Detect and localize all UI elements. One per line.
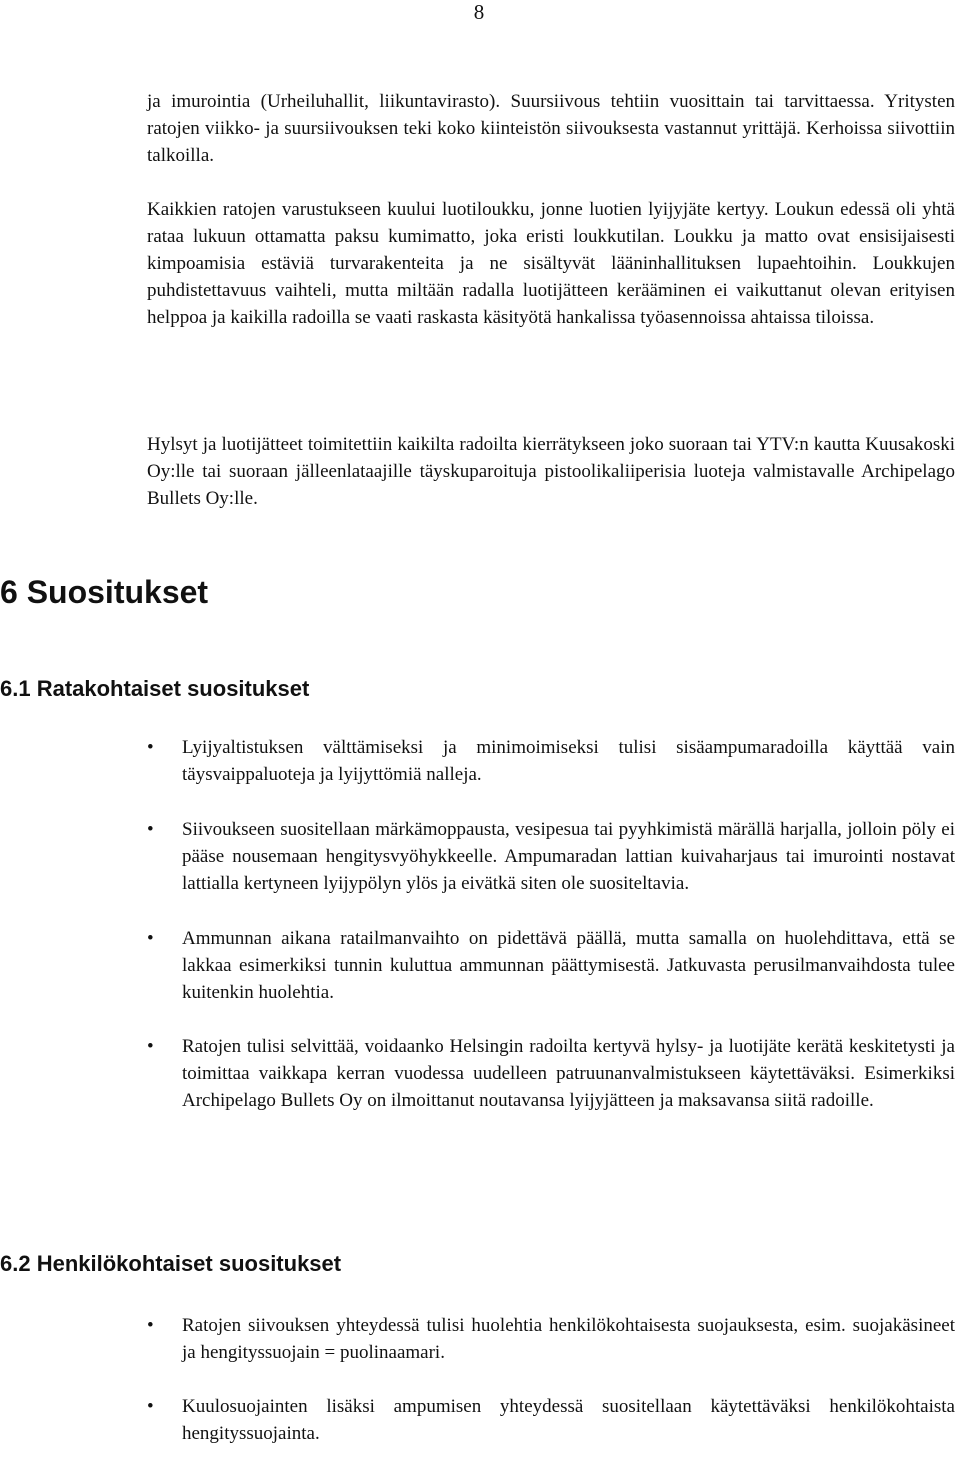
- subsection-heading-personal: 6.2 Henkilökohtaiset suositukset: [0, 1251, 342, 1276]
- range-recommendations-list: [0, 734, 960, 1114]
- list-item: [0, 925, 960, 1006]
- list-item: [0, 1393, 960, 1447]
- list-item-text: Kuulosuojainten lisäksi ampumisen yhteydessä suositellaan käytettäväksi henkilökohtaista hengityssuojainta.: [182, 1396, 955, 1444]
- paragraph-bullet-trap: Kaikkien ratojen varustukseen kuului luotiloukku, jonne luotien lyijyjäte kertyy. Loukun edessä oli yhtä rataa lukuun ottamatta paksu kumimatto, joka eristi loukkutilan. Loukku ja matto ovat ensisijaisesti kimpoamisia estäviä turvarakenteita ja ne sisältyvät lääninhallituksen lupaehtoihin. Loukkujen puhdistettavuus vaihteli, mutta miltään radalla luotijätteen kerääminen ei vaikuttanut olevan erityisen helppoa ja kaikilla radoilla se vaati raskasta käsityötä hankalissa työasennoissa ahtaissa tiloissa.: [147, 199, 955, 328]
- bullet-icon: •: [147, 1396, 154, 1417]
- list-item-text: Ammunnan aikana ratailmanvaihto on pidettävä päällä, mutta samalla on huolehdittava, että se lakkaa esimerkiksi tunnin kuluttua ammunnan päättymisestä. Jatkuvasta perusilmanvaihdosta tulee kuitenkin huolehtia.: [182, 928, 955, 1003]
- bullet-icon: •: [147, 1036, 154, 1057]
- bullet-icon: •: [147, 737, 154, 758]
- paragraph-recycling: Hylsyt ja luotijätteet toimitettiin kaikilta radoilta kierrätykseen joko suoraan tai YTV:n kautta Kuusakoski Oy:lle tai suoraan jälleenlataajille täyskuparoituja pistoolikaliiperisia luoteja valmistavalle Archipelago Bullets Oy:lle.: [147, 434, 955, 509]
- list-item: [0, 734, 960, 788]
- page-number: 8: [473, 0, 485, 24]
- list-item-text: Lyijyaltistuksen välttämiseksi ja minimoimiseksi tulisi sisäampumaradoilla käyttää vain täysvaippaluoteja ja lyijyttömiä nalleja.: [182, 737, 955, 785]
- paragraph-cleaning: ja imurointia (Urheiluhallit, liikuntavirasto). Suursiivous tehtiin vuosittain tai tarvittaessa. Yritysten ratojen viikko- ja suursiivouksen teki koko kiinteistön siivouksesta vastannut yrittäjä. Kerhoissa siivottiin talkoilla.: [147, 91, 955, 166]
- personal-recommendations-list: [0, 1312, 960, 1447]
- bullet-icon: •: [147, 928, 154, 949]
- section-heading-recommendations: 6 Suositukset: [0, 574, 209, 610]
- list-item-text: Ratojen siivouksen yhteydessä tulisi huolehtia henkilökohtaisesta suojauksesta, esim. suojakäsineet ja hengityssuojain = puolinaamari.: [182, 1315, 955, 1363]
- list-item: [0, 1312, 960, 1366]
- list-item: [0, 816, 960, 897]
- list-item-text: Ratojen tulisi selvittää, voidaanko Helsingin radoilta kertyvä hylsy- ja luotijäte kerätä keskitetysti ja toimittaa vaikkapa kerran vuodessa uudelleen patruunanvalmistukseen käytettäväksi. Esimerkiksi Archipelago Bullets Oy on ilmoittanut noutavansa lyijyjätteen ja maksavansa siitä radoille.: [182, 1036, 955, 1111]
- bullet-icon: •: [147, 1315, 154, 1336]
- list-item: [0, 1033, 960, 1114]
- subsection-heading-range: 6.1 Ratakohtaiset suositukset: [0, 676, 310, 701]
- bullet-icon: •: [147, 819, 154, 840]
- list-item-text: Siivoukseen suositellaan märkämoppausta, vesipesua tai pyyhkimistä märällä harjalla, jolloin pöly ei pääse nousemaan hengitysvyöhykkeelle. Ampumaradan lattian kuivaharjaus tai imurointi nostavat lattialla kertyneen lyijypölyn ylös ja eivätkä siten ole suositeltavia.: [182, 819, 955, 894]
